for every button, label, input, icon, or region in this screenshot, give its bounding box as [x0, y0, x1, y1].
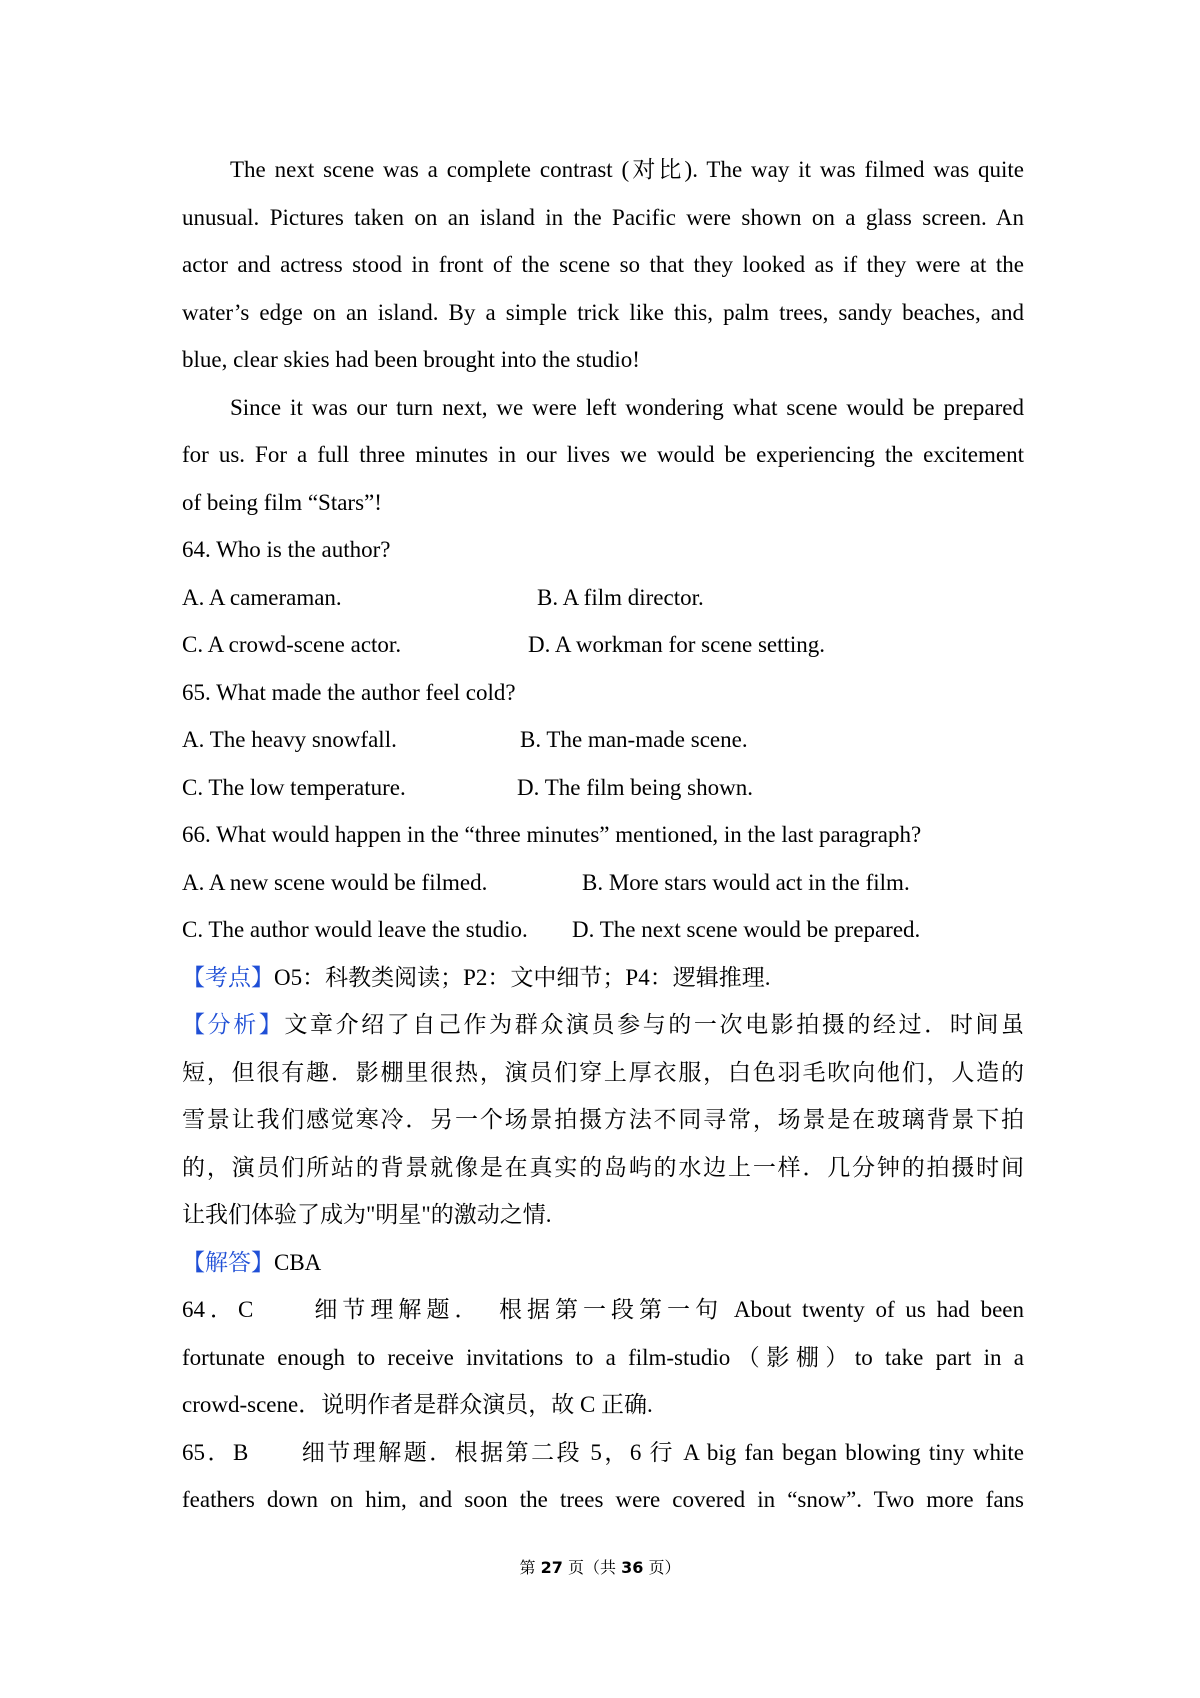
explanation-line: 65．B 细节理解题．根据第二段 5，6 行 A big fan began blowing tiny white	[182, 1439, 1024, 1465]
explanation-line: 64．C 细节理解题． 根据第一段第一句 About twenty of us had been	[182, 1297, 1024, 1322]
option-d: D. A workman for scene setting.	[528, 632, 826, 657]
option-row	[182, 574, 1024, 622]
option-b: B. A film director.	[537, 584, 704, 610]
option-b: B. More stars would act in the film.	[582, 869, 910, 895]
option-b: B. The man-made scene.	[520, 727, 748, 752]
passage-line: water’s edge on an island. By a simple trick like this, palm trees, sandy beaches, and	[182, 299, 1024, 325]
kaodian-tag: 【考点】	[182, 964, 274, 990]
option-row	[182, 764, 1024, 812]
option-d: D. The film being shown.	[517, 774, 753, 800]
footer-suffix: 页）	[643, 1558, 681, 1577]
explanation-line: crowd-scene．说明作者是群众演员，故 C 正确.	[182, 1392, 653, 1417]
option-row	[182, 859, 1024, 907]
option-a: A. The heavy snowfall.	[182, 727, 397, 752]
jieda-line	[182, 1239, 1024, 1287]
option-c: C. The author would leave the studio.	[182, 917, 528, 942]
passage-line: actor and actress stood in front of the scene so that they looked as if they were at the	[182, 252, 1024, 277]
option-a: A. A new scene would be filmed.	[182, 869, 488, 895]
fenxi-line: 让我们体验了成为"明星"的激动之情.	[182, 1202, 552, 1227]
fenxi-line: 短，但很有趣．影棚里很热，演员们穿上厚衣服，白色羽毛吹向他们，人造的	[182, 1059, 1024, 1085]
kaodian-text: O5：科教类阅读；P2：文中细节；P4：逻辑推理.	[274, 964, 771, 990]
page-footer	[0, 1555, 1200, 1578]
footer-middle: 页（共	[562, 1558, 622, 1577]
fenxi-line	[182, 1001, 1024, 1049]
question-stem-65: 65. What made the author feel cold?	[182, 679, 516, 705]
footer-prefix: 第	[519, 1558, 541, 1577]
jieda-text: CBA	[274, 1249, 322, 1275]
fenxi-text: 文章介绍了自己作为群众演员参与的一次电影拍摄的经过．时间虽	[284, 1012, 1024, 1037]
question-stem-64: 64. Who is the author?	[182, 537, 391, 562]
option-row	[182, 906, 1024, 954]
passage-line: Since it was our turn next, we were left wondering what scene would be prepared	[230, 394, 1024, 420]
fenxi-line: 雪景让我们感觉寒冷．另一个场景拍摄方法不同寻常，场景是在玻璃背景下拍	[182, 1107, 1024, 1132]
explanation-line: fortunate enough to receive invitations to a film-studio（影棚）to take part in a	[182, 1344, 1024, 1370]
option-a: A. A cameraman.	[182, 584, 342, 610]
passage-line: unusual. Pictures taken on an island in the Pacific were shown on a glass screen. An	[182, 204, 1024, 230]
fenxi-tag: 【分析】	[182, 1012, 285, 1037]
passage-line: The next scene was a complete contrast (对比). The way it was filmed was quite	[230, 157, 1024, 182]
fenxi-line: 的，演员们所站的背景就像是在真实的岛屿的水边上一样．几分钟的拍摄时间	[182, 1154, 1024, 1180]
option-row	[182, 716, 1024, 764]
passage-line: for us. For a full three minutes in our lives we would be experiencing the excitement	[182, 442, 1024, 467]
kaodian-line	[182, 954, 1024, 1002]
footer-page-number: 27	[540, 1558, 563, 1577]
explanation-line: feathers down on him, and soon the trees were covered in “snow”. Two more fans	[182, 1487, 1024, 1512]
passage-line: blue, clear skies had been brought into the studio!	[182, 347, 640, 372]
passage-line: of being film “Stars”!	[182, 489, 382, 515]
page-content	[182, 146, 1024, 1524]
jieda-tag: 【解答】	[182, 1249, 274, 1275]
question-stem-66: 66. What would happen in the “three minutes” mentioned, in the last paragraph?	[182, 822, 922, 847]
option-c: C. The low temperature.	[182, 774, 406, 800]
footer-total-pages: 36	[621, 1558, 644, 1577]
option-c: C. A crowd-scene actor.	[182, 632, 402, 657]
option-d: D. The next scene would be prepared.	[572, 917, 921, 942]
option-row	[182, 621, 1024, 669]
